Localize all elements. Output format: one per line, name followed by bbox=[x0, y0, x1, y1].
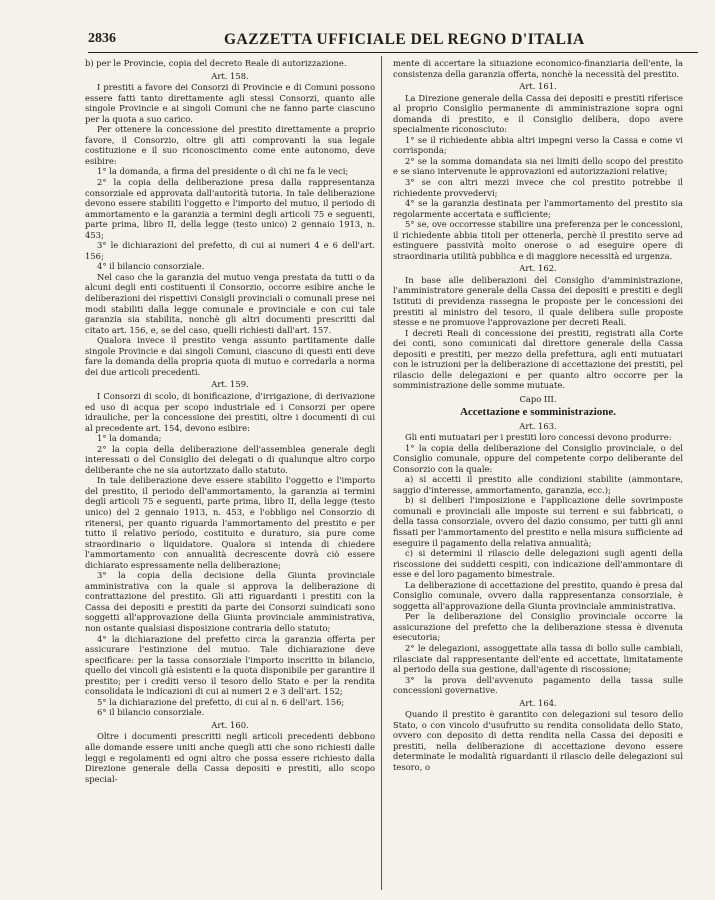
paragraph: mente di accertare la situazione economico-finanziaria dell'ente, la consistenza della garanzia offerta, nonchè la necessità del prestito. bbox=[393, 58, 683, 79]
article-heading: Art. 161. bbox=[519, 81, 557, 92]
paragraph: In base alle deliberazioni del Consiglio d'amministrazione, l'amministratore generale della Cassa dei depositi e prestiti e degli Istituti di previdenza rassegna le proposte per le concessioni dei prestiti al ministro del tesoro, il quale delibera sulle proposte stesse e ne promuove l'approvazione per decreti Reali. bbox=[393, 274, 683, 328]
paragraph: 4° la dichiarazione del prefetto circa la garanzia offerta per assicurare l'estinzione del mutuo. Tale dichiarazione deve specificare: per la tassa consorziale l'importo inscritto in bilancio, quello dei vincoli già esistenti e la quota disponibile per garantire il prestito; per i crediti verso il tesoro dello Stato e per la rendita consolidata le indicazioni di cui ai numeri 2 e 3 dell'art. 152; bbox=[85, 633, 375, 697]
paragraph: 1° la domanda, a firma del presidente o di chi ne fa le veci; bbox=[97, 166, 349, 177]
paragraph: b) per le Provincie, copia del decreto Reale di autorizzazione. bbox=[85, 58, 347, 68]
paragraph: I Consorzi di scolo, di bonificazione, d'irrigazione, di derivazione ed uso di acqua per scopo industriale ed i Consorzi per opere idrauliche, per la concessione dei prestiti, oltre i documenti di cui al precedente art. 154, devono esibire: bbox=[85, 390, 375, 433]
paragraph: 3° la copia della decisione della Giunta provinciale amministrativa con la quale si approva la deliberazione di contrattazione del prestito. Gli atti riguardanti i prestiti con la Cassa dei depositi e prestiti da parte dei Consorzi suindicati sono soggetti all'approvazione della Giunta provinciale amministrativa, non ostante qualsiasi disposizione contraria dello statuto; bbox=[85, 570, 375, 633]
page-header bbox=[0, 0, 715, 52]
left-column bbox=[85, 58, 375, 890]
paragraph: Oltre i documenti prescritti negli articoli precedenti debbono alle domande essere uniti anche quegli atti che sono richiesti dalle leggi e regolamenti ed ogni altro che possa essere richiesto dalla Direzione generale della Cassa depositi e prestiti, allo scopo special- bbox=[85, 731, 375, 784]
paragraph: La deliberazione di accettazione del prestito, quando è presa dal Consiglio comunale, ovvero dalla rappresentanza consorziale, è soggetta all'approvazione della Giunta provinciale amministrativa. bbox=[393, 579, 683, 611]
paragraph: Qualora invece il prestito venga assunto partitamente dalle singole Provincie e dai singoli Comuni, ciascuno di questi enti deve fare la domanda della propria quota di mutuo e corredarla a norma dei due articoli precedenti. bbox=[85, 335, 375, 377]
paragraph: 3° se con altri mezzi invece che col prestito potrebbe il richiedente provvedervi; bbox=[393, 177, 683, 198]
article-heading: Art. 160. bbox=[211, 719, 249, 730]
paragraph: Per la deliberazione del Consiglio provinciale occorre la assicurazione del prefetto che la deliberazione stessa è divenuta esecutoria; bbox=[393, 611, 683, 643]
paragraph: 1° la domanda; bbox=[97, 433, 162, 444]
paragraph: 4° il bilancio consorziale. bbox=[97, 261, 205, 272]
paragraph: c) si determini il rilascio delle delegazioni sugli agenti della riscossione dei suddetti cespiti, con indicazione dell'ammontare di esse e del loro pagamento bimestrale. bbox=[393, 548, 683, 580]
paragraph: 5° la dichiarazione del prefetto, di cui al n. 6 dell'art. 156; bbox=[97, 696, 345, 707]
gazette-title: GAZZETTA UFFICIALE DEL REGNO D'ITALIA bbox=[224, 31, 585, 48]
paragraph: 4° se la garanzia destinata per l'ammortamento del prestito sia regolarmente accertata e sufficiente; bbox=[393, 198, 683, 219]
right-column bbox=[393, 58, 683, 890]
column-divider bbox=[381, 56, 382, 890]
paragraph: Nel caso che la garanzia del mutuo venga prestata da tutti o da alcuni degli enti costituenti il Consorzio, occorre esibire anche le deliberazioni dei rispettivi Consigli provinciali o comunali prese nei modi stabiliti dalla legge comunale e provinciale e con cui tale garanzia sia stabilita, nonchè gli altri documenti prescritti dal citato art. 156, e, se del caso, quelli richiesti dall'art. 157. bbox=[85, 271, 375, 335]
paragraph: 3° la prova dell'avvenuto pagamento della tassa sulle concessioni governative. bbox=[393, 674, 683, 696]
section-title: Accettazione e somministrazione. bbox=[459, 405, 617, 418]
paragraph: Per ottenere la concessione del prestito direttamente a proprio favore, il Consorzio, oltre gli atti comprovanti la sua legale costituzione e il suo riconoscimento come ente autonomo, deve esibire: bbox=[85, 124, 375, 166]
article-heading: Art. 164. bbox=[519, 697, 557, 708]
paragraph: 2° se la somma domandata sia nei limiti dello scopo del prestito e se siano intervenute le approvazioni ed autorizzazioni relative; bbox=[393, 155, 683, 177]
page-number: 2836 bbox=[88, 31, 116, 46]
header-rule bbox=[88, 52, 698, 53]
paragraph: 2° la copia della deliberazione dell'assemblea generale degli interessati o del Consiglio dei delegati o di qualunque altro corpo deliberante che ne sia autorizzato dallo statuto. bbox=[85, 443, 375, 475]
paragraph: 5° se, ove occorresse stabilire una preferenza per le concessioni, il richiedente abbia titoli per ottenerla, perchè il prestito serve ad estinguere passività molto onerose o ad eseguire opere di straordinaria utilità pubblica e di maggiore necessità ed urgenza. bbox=[393, 219, 683, 261]
article-heading: Art. 159. bbox=[211, 379, 249, 390]
paragraph: I prestiti a favore dei Consorzi di Provincie e di Comuni possono essere fatti tanto direttamente agli stessi Consorzi, quanto alle singole Provincie e ai singoli Comuni che ne fanno parte ciascuno per la quota a suo carico. bbox=[85, 82, 375, 124]
paragraph: Gli enti mutuatari per i prestiti loro concessi devono produrre: bbox=[405, 432, 672, 443]
paragraph: 2° le delegazioni, assoggettate alla tassa di bollo sulle cambiali, rilasciate dal rappresentante dell'ente ed accettate, limitatamente al periodo della sua gestione, dall'agente di riscossione; bbox=[393, 642, 683, 675]
article-heading: Art. 158. bbox=[211, 70, 249, 81]
paragraph: 3° le dichiarazioni del prefetto, di cui ai numeri 4 e 6 dell'art. 156; bbox=[85, 240, 375, 261]
paragraph: b) si deliberi l'imposizione e l'applicazione delle sovrimposte comunali e provinciali alle imposte sui terreni e sui fabbricati, o della tassa consorziale, ovvero del dazio consumo, per tutti gli anni fissati per l'ammortamento del prestito e nella misura sufficiente ad eseguire il pagamento della relativa annualità; bbox=[393, 495, 683, 548]
paragraph: 2° la copia della deliberazione presa dalla rappresentanza consorziale ed approvata dall'autorità tutoria. In tale deliberazione devono essere stabiliti l'oggetto e l'importo del mutuo, il periodo di ammortamento e la garanzia a termini degli articoli 75 e seguenti, parte prima, libro II, della legge (testo unico) 2 gennaio 1913, n. 453; bbox=[85, 177, 375, 240]
paragraph: Quando il prestito è garantito con delegazioni sul tesoro dello Stato, o con vincolo d'usufrutto su rendita consolidata dello Stato, ovvero con deposito di detta rendita nella Cassa dei depositi e prestiti, nella deliberazione di accettazione devono essere determinate le modalità riguardanti il rilascio delle delegazioni sul tesoro, o bbox=[393, 709, 683, 772]
chapter-heading: Capo III. bbox=[519, 393, 557, 404]
article-heading: Art. 163. bbox=[519, 420, 557, 431]
paragraph: 6° il bilancio consorziale. bbox=[97, 707, 205, 718]
paragraph: a) si accetti il prestito alle condizioni stabilite (ammontare, saggio d'interesse, ammortamento, garanzia, ecc.); bbox=[393, 474, 683, 495]
paragraph: 1° se il richiedente abbia altri impegni verso la Cassa e come vi corrisponda; bbox=[393, 134, 683, 156]
paragraph: I decreti Reali di concessione dei prestiti, registrati alla Corte dei conti, sono comunicati dal direttore generale della Cassa depositi e prestiti, per mezzo della prefettura, agli enti mutuatari con le istruzioni per la deliberazione di accettazione dei prestiti, pel rilascio delle delegazioni e per quanto altro occorre per la somministrazione delle somme mutuate. bbox=[393, 327, 683, 391]
paragraph: La Direzione generale della Cassa dei depositi e prestiti riferisce al proprio Consiglio permanente di amministrazione sopra ogni domanda di prestito, e il Consiglio delibera, dopo avere specialmente riconosciuto: bbox=[393, 92, 683, 135]
paragraph: 1° la copia della deliberazione del Consiglio provinciale, o del Consiglio comunale, oppure del competente corpo deliberante del Consorzio con la quale: bbox=[393, 442, 683, 474]
article-heading: Art. 162. bbox=[519, 263, 557, 274]
paragraph: In tale deliberazione deve essere stabilito l'oggetto e l'importo del prestito, il periodo dell'ammortamento, la garanzia ai termini degli articoli 75 e seguenti, parte prima, libro II, della legge (testo unico) del 2 gennaio 1913, n. 453, e l'obbligo nel Consorzio di ritenersi, per quanto riguarda l'ammortamento del prestito e per tutto il relativo periodo, costituito e duraturo, sia pure come straordinario o liquidatore. Qualora si intenda di chiedere l'ammortamento con annualità decrescente dovrà ciò essere dichiarato espressamente nella deliberazione; bbox=[85, 475, 375, 570]
